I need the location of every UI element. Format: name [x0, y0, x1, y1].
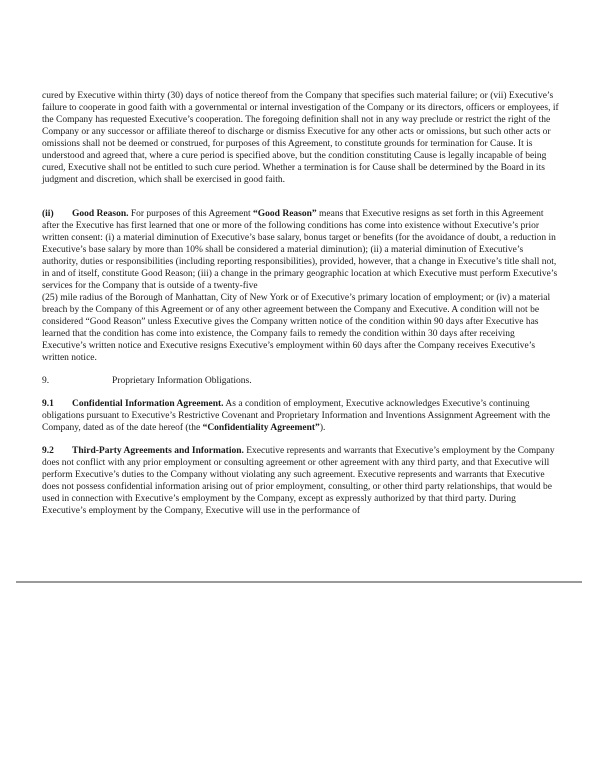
paragraph-text: As a condition of employment, Executive acknowledges Executive’s continuing obligations pursuant to Executive’s Restrictive Covenant and Proprietary Information and Inventions Assignment Agreement with the Company, dated as of the date hereof (the: [42, 399, 551, 433]
section-title: Proprietary Information Obligations.: [112, 376, 252, 386]
page-break-divider: [16, 581, 582, 583]
paragraph-text: Executive represents and warrants that Executive’s employment by the Company does not conflict with any prior employment or consulting agreement or other agreement with any third party, and that Executive will perform Executive’s duties to the Company without violating any such agreement. Executive represents and warrants that Executive does not possess confidential information arising out of prior employment, consulting, or other third party relationships, that would be used in connection with Executive’s employment by the Company, except as expressly authorized by that third party. During Executive’s employment by the Company, Executive will use in the performance of: [42, 446, 555, 516]
clause-heading: Good Reason.: [72, 209, 129, 219]
document-body: [42, 90, 559, 528]
paragraph-text: For purposes of this Agreement: [128, 209, 254, 219]
paragraph-text: means that Executive resigns as set forth in this Agreement after the Executive has first learned that one or more of the following conditions has come into existence without Executive’s prior written consent: (i) a material diminution of Executive’s base salary, bonus target or benefits (for the avoidance of doubt, a reduction in Executive’s base salary by more than 10% shall be considered a material diminution); (ii) a material diminution of Executive’s authority, duties or responsibilities (including reporting responsibilities), provided, however, that a change in Executive’s title shall not, in and of itself, constitute Good Reason; (iii) a change in the primary geographic location at which Executive must perform Executive’s services for the Company that is outside of a twenty-five: [42, 209, 558, 291]
clause-number: 9.2: [42, 446, 54, 456]
defined-term-good-reason: “Good Reason”: [253, 209, 317, 219]
paragraph-text: (25) mile radius of the Borough of Manhattan, City of New York or of Executive’s primary location of employment; or (iv) a material breach by the Company of this Agreement or of any other agreement between the Company and Executive. A condition will not be considered “Good Reason” unless Executive gives the Company written notice of the condition within 90 days after Executive has learned that the condition has come into existence, the Company fails to remedy the condition within 30 days after receiving Executive’s written notice and Executive resigns Executive’s employment within 60 days after the Company receives Executive’s written notice.: [42, 293, 551, 363]
defined-term-confidentiality-agreement: “Confidentiality Agreement”: [202, 423, 320, 433]
clause-heading: Confidential Information Agreement.: [72, 399, 224, 409]
paragraph-third-party-agreements: [42, 445, 559, 517]
paragraph-good-reason: [42, 208, 559, 364]
clause-heading: Third-Party Agreements and Information.: [72, 446, 244, 456]
paragraph-text: ).: [319, 423, 326, 433]
paragraph-cause-continuation: [42, 90, 559, 186]
section-9-heading: [42, 375, 559, 387]
section-number: 9.: [42, 376, 50, 386]
clause-number: (ii): [42, 209, 54, 219]
clause-number: 9.1: [42, 399, 54, 409]
paragraph-text: cured by Executive within thirty (30) days of notice thereof from the Company that specifies such material failure; or (vii) Executive’s failure to cooperate in good faith with a governmental or internal investigation of the Company or its directors, officers or employees, if the Company has requested Executive’s cooperation. The foregoing definition shall not in any way preclude or restrict the right of the Company or any successor or affiliate thereof to discharge or dismiss Executive for any other acts or omissions, but such other acts or omissions shall not be deemed or construed, for purposes of this Agreement, to constitute grounds for termination for Cause. It is understood and agreed that, where a cure period is specified above, but the condition constituting Cause is legally incapable of being cured, Executive shall not be entitled to such cure period. Whether a termination is for Cause shall be determined by the Board in its judgment and discretion, which shall be exercised in good faith.: [42, 91, 559, 185]
paragraph-confidential-information-agreement: [42, 398, 559, 434]
